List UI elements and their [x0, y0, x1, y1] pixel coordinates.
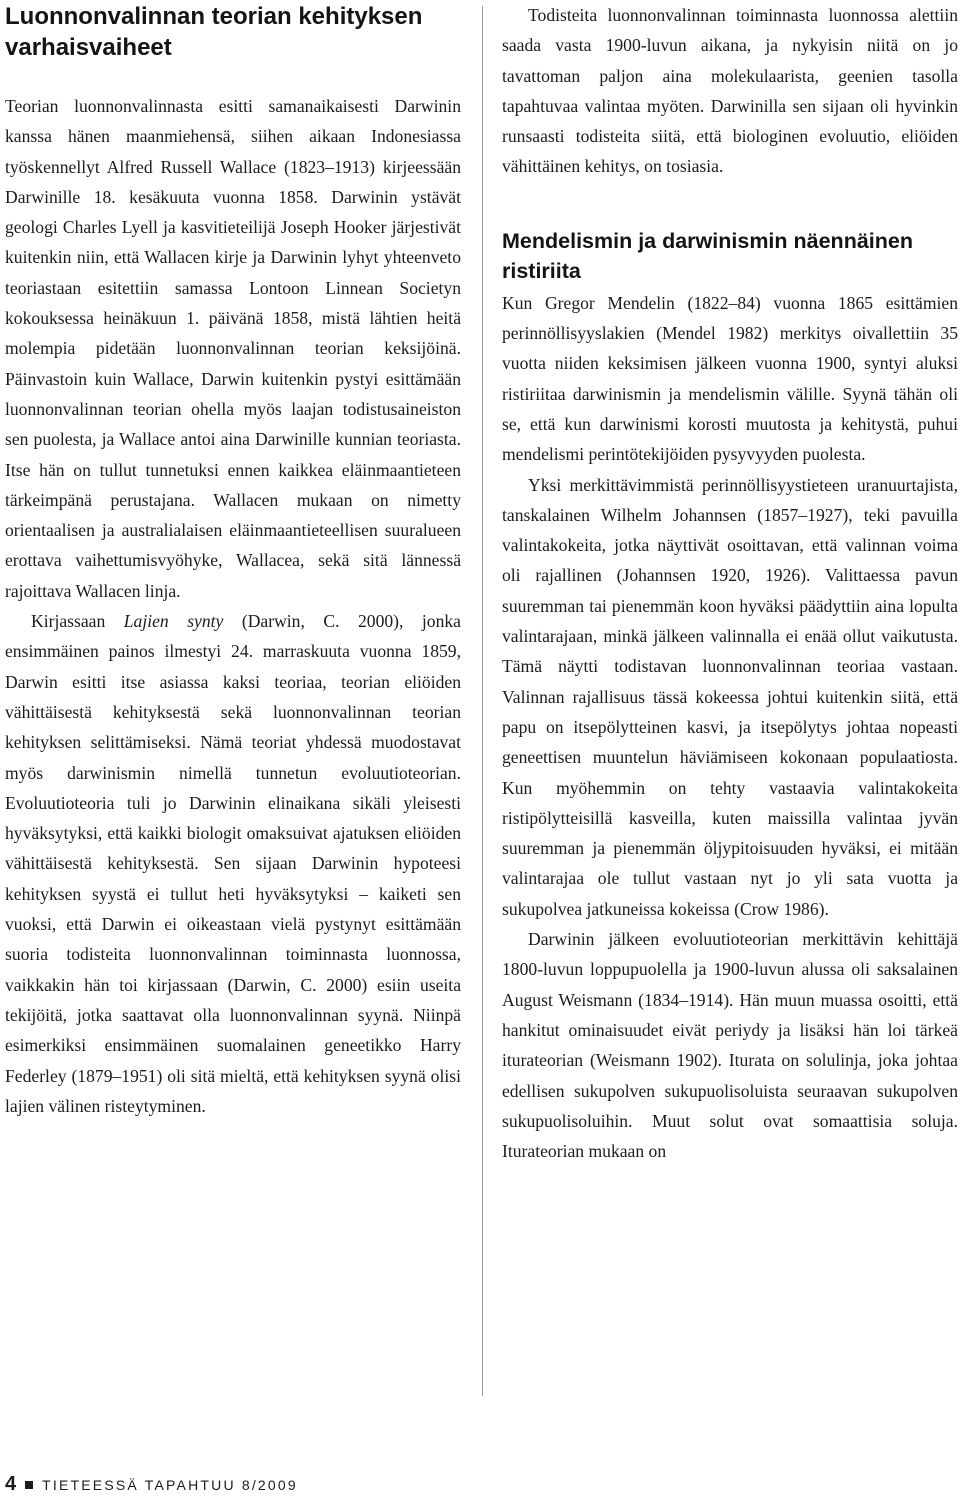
paragraph-text: (Darwin, C. 2000), jonka ensimmäinen painos ilmestyi 24. marraskuuta vuonna 1859, Darwin esitti itse asiassa kaksi teoriaa, teorian eliöiden vähittäisestä kehityksestä sekä luonnonvalinnan teorian kehityksen selittämiseksi. Nämä teoriat yhdessä muodostavat myös darwinismin nimellä tunnetun evoluutioteorian. Evoluutioteoria tuli jo Darwinin elinaikana sikäli yleisesti hyväksytyksi, että kaikki biologit omaksuivat ajatuksen eliöiden vähittäisestä kehityksestä. Sen sijaan Darwinin hypoteesi kehityksen syystä ei tullut heti hyväksytyksi – kaiketi sen vuoksi, että Darwin ei oikeastaan vielä pystynyt esittämään suoria todisteita luonnonvalinnan toiminnasta luonnossa, vaikkakin hän toi kirjassaan (Darwin, C. 2000) esiin useita tekijöitä, jotka saattavat olla luonnonvalinnan syynä. Niinpä esimerkiksi ensimmäinen suomalainen geneetikko Harry Federley (1879–1951) oli sitä mieltä, että kehityksen syynä olisi lajien välinen risteytyminen. — [5, 611, 461, 1116]
left-column — [5, 0, 461, 1121]
square-bullet-icon — [25, 1481, 33, 1489]
page-number: 4 — [5, 1473, 17, 1495]
body-paragraph — [5, 606, 461, 1121]
body-paragraph: Todisteita luonnonvalinnan toiminnasta luonnossa alettiin saada vasta 1900-luvun aikana, ja nykyisin niitä on jo tavattoman paljon aina molekulaarista, geenien tasolla tapahtuvaa valintaa myöten. Darwinilla sen sijaan oli hyvinkin runsaasti todisteita siitä, että biologinen evoluutio, eliöiden vähittäinen kehitys, on tosiasia. — [502, 5, 958, 177]
body-paragraph: Yksi merkittävimmistä perinnöllisyystieteen uranuurtajista, tanskalainen Wilhelm Johannsen (1857–1927), teki pavuilla valintakokeita, jotka näyttivät osoittavan, että valinnan voima oli rajallinen (Johannsen 1920, 1926). Valittaessa pavun suuremman tai pienemmän koon hyväksi päädyttiin aina lopulta valintarajaan, minkä jälkeen valinnalla ei enää ollut vaikutusta. Tämä näytti todistavan luonnonvalinnan teoriaa vastaan. Valinnan rajallisuus tässä kokeessa johtui kuitenkin siitä, että papu on itsepölytteinen kasvi, ja itsepölytys johtaa nopeasti geneettisen muuntelun häviämiseen kokonaan populaatiosta. Kun myöhemmin on tehty vastaavia valintakokeita ristipölytteisillä kasveilla, kuten maissilla valintaa jyvän suuremman ja pienemmän öljypitoisuuden hyväksi, ei mitään valintarajaa ole tullut vastaan nyt jo yli sata vuotta ja sukupolvea jatkuneissa kokeissa (Crow 1986). — [502, 474, 958, 919]
section-heading: Mendelismin ja darwinismin näennäinen ristiriita — [502, 228, 913, 283]
page-footer — [5, 1473, 298, 1496]
right-column — [502, 0, 958, 1166]
section-heading: Luonnonvalinnan teorian kehityksen varhaisvaiheet — [5, 3, 423, 61]
body-paragraph: Kun Gregor Mendelin (1822–84) vuonna 1865 esittämien perinnöllisyyslakien (Mendel 1982) merkitys oivallettiin 35 vuotta niiden keksimisen jälkeen vuonna 1900, syntyi aluksi ristiriitaa darwinismin ja mendelismin välille. Syynä tähän oli se, että kun darwinismi korosti muutosta ja kehitystä, puhui mendelismi perintötekijöiden pysyvyyden puolesta. — [502, 292, 958, 465]
journal-name: TIETEESSÄ TAPAHTUU 8/2009 — [42, 1476, 298, 1493]
paragraph-text: Kirjassaan — [31, 611, 124, 632]
body-paragraph: Darwinin jälkeen evoluutioteorian merkittävin kehittäjä 1800-luvun loppupuolella ja 1900-luvun alussa oli saksalainen August Weismann (1834–1914). Hän muun muassa osoitti, että hankitut ominaisuudet eivät periydy ja lisäksi hän loi tärkeä iturateorian (Weismann 1902). Iturata on solulinja, joka johtaa edellisen sukupolven sukupuolisoluista seuraavan sukupolven sukupuolisoluihin. Muut solut ovat somaattisia soluja. Iturateorian mukaan on — [502, 929, 958, 1162]
body-paragraph: Teorian luonnonvalinnasta esitti samanaikaisesti Darwinin kanssa hänen maanmiehensä, siihen aikaan Indonesiassa työskennellyt Alfred Russell Wallace (1823–1913) kirjeessään Darwinille 18. kesäkuuta vuonna 1858. Darwinin ystävät geologi Charles Lyell ja kasvitieteilijä Joseph Hooker järjestivät kuitenkin niin, että Wallacen kirje ja Darwinin lyhyt yhteenveto teoriastaan esitettiin samassa Lontoon Linnean Societyn kokouksessa heinäkuun 1. päivänä 1858, mistä lähtien heitä molempia pidetään luonnonvalinnan teorian keksijöinä. Päinvastoin kuin Wallace, Darwin kuitenkin pystyi esittämään luonnonvalinnan teorian ohella myös laajan todistusaineiston sen puolesta, ja Wallace antoi aina Darwinille kunnian teoriasta. Itse hän on tullut tunnetuksi ennen kaikkea eläinmaantieteen tärkeimpänä perustajana. Wallacen mukaan on nimetty orientaalisen ja australialaisen eläinmaantieteellisen suuralueen erottava vaihettumisvyöhyke, Wallacea, sekä sitä lännessä rajoittava Wallacen linja. — [5, 96, 461, 601]
column-divider — [482, 6, 483, 1396]
book-title: Lajien synty — [123, 611, 224, 632]
